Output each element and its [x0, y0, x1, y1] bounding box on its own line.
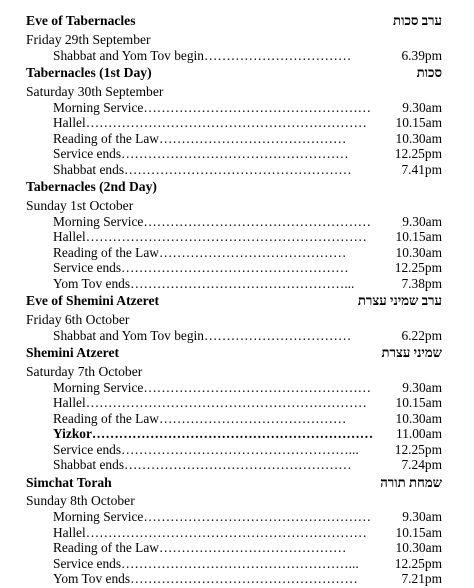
event-label: Hallel……………………………………………………… [53, 229, 367, 244]
event-time: 9.30am [402, 213, 442, 229]
schedule-row [26, 100, 442, 116]
event-label: Hallel……………………………………………………… [53, 524, 367, 540]
event-label: Reading of the Law…………………………………… [53, 540, 347, 555]
section-header [26, 473, 442, 493]
event-label: Yizkor……………………………………………………… [53, 426, 374, 441]
section-title: Simchat Torah [26, 474, 112, 490]
schedule-row [26, 442, 442, 458]
event-label: Shabbat ends…………………………………………… [53, 161, 352, 177]
schedule-row [26, 556, 442, 572]
schedule-row [26, 115, 442, 131]
event-time: 12.25pm [394, 555, 442, 571]
schedule-row [26, 328, 442, 344]
event-time: 10.30am [395, 244, 442, 260]
event-time: 12.25pm [394, 146, 442, 161]
schedule-row [26, 260, 442, 276]
event-time: 9.30am [402, 509, 442, 524]
section-tabernacles-1st-day [26, 63, 442, 177]
section-date: Saturday 30th September [26, 83, 164, 99]
event-label: Hallel……………………………………………………… [53, 115, 367, 130]
schedule-row [26, 229, 442, 245]
event-label: Yom Tov ends…………………………………………… [53, 571, 358, 586]
event-time: 10.15am [395, 115, 442, 130]
event-time: 7.41pm [401, 161, 442, 177]
event-label: Service ends…………………………………………… [53, 146, 349, 161]
schedule-row [26, 509, 442, 525]
service-schedule [26, 11, 442, 587]
schedule-row [26, 525, 442, 541]
event-time: 6.22pm [401, 327, 442, 343]
event-time: 12.25pm [394, 441, 442, 457]
event-label: Reading of the Law…………………………………… [53, 130, 347, 146]
event-label: Yom Tov ends…………………………………………... [53, 275, 355, 291]
event-label: Morning Service…………………………………………… [53, 509, 372, 524]
section-header [26, 63, 442, 83]
hebrew-title: סכות [416, 65, 442, 80]
section-title: Tabernacles (1st Day) [26, 65, 152, 80]
section-title: Shemini Atzeret [26, 345, 119, 360]
event-time: 11.00am [396, 426, 442, 441]
schedule-row [26, 457, 442, 473]
section-eve-of-shemini-atzeret [26, 291, 442, 343]
section-shemini-atzeret [26, 343, 442, 473]
event-time: 10.30am [395, 410, 442, 426]
section-date: Sunday 1st October [26, 197, 134, 213]
event-time: 10.30am [395, 540, 442, 555]
schedule-row [26, 245, 442, 261]
event-time: 10.15am [395, 524, 442, 540]
section-title: Eve of Tabernacles [26, 13, 136, 28]
event-label: Reading of the Law…………………………………… [53, 410, 347, 426]
event-time: 10.30am [395, 130, 442, 146]
event-time: 7.21pm [401, 571, 442, 586]
event-label: Service ends……………………………………………... [53, 441, 359, 457]
section-date: Friday 6th October [26, 311, 130, 327]
section-header [26, 11, 442, 31]
event-label: Hallel……………………………………………………… [53, 395, 367, 410]
event-label: Morning Service…………………………………………… [53, 99, 372, 115]
section-date: Friday 29th September [26, 31, 151, 47]
event-label: Shabbat and Yom Tov begin…………………………… [53, 327, 352, 343]
schedule-row [26, 411, 442, 427]
schedule-row [26, 395, 442, 411]
hebrew-title: ערב סכות [393, 13, 442, 28]
hebrew-title: שמחת תורה [380, 474, 442, 490]
section-eve-of-tabernacles [26, 11, 442, 63]
schedule-row [26, 276, 442, 292]
event-time: 9.30am [402, 99, 442, 115]
event-label: Service ends……………………………………………... [53, 555, 359, 571]
event-time: 7.38pm [401, 275, 442, 291]
section-title: Eve of Shemini Atzeret [26, 293, 160, 308]
section-header [26, 291, 442, 311]
section-header [26, 343, 442, 363]
schedule-row [26, 540, 442, 556]
event-time: 10.15am [395, 229, 442, 244]
section-date: Saturday 7th October [26, 363, 143, 379]
schedule-row [26, 131, 442, 147]
schedule-row [26, 48, 442, 64]
schedule-row [26, 571, 442, 587]
event-label: Shabbat ends…………………………………………… [53, 457, 352, 472]
schedule-row [26, 146, 442, 162]
hebrew-title: שמיני עצרת [381, 345, 442, 360]
event-label: Service ends…………………………………………… [53, 260, 349, 275]
event-label: Morning Service…………………………………………… [53, 213, 372, 229]
event-label: Shabbat and Yom Tov begin…………………………… [53, 47, 352, 63]
section-title: Tabernacles (2nd Day) [26, 179, 157, 194]
event-time: 7.24pm [401, 457, 442, 472]
schedule-row [26, 426, 442, 442]
section-date: Sunday 8th October [26, 493, 135, 508]
schedule-row [26, 380, 442, 396]
schedule-row [26, 214, 442, 230]
event-time: 10.15am [395, 395, 442, 410]
section-simchat-torah [26, 473, 442, 587]
event-time: 12.25pm [394, 260, 442, 275]
event-label: Reading of the Law…………………………………… [53, 244, 347, 260]
event-time: 9.30am [402, 379, 442, 395]
event-time: 6.39pm [401, 47, 442, 63]
hebrew-title: ערב שמיני עצרת [357, 293, 442, 308]
section-tabernacles-2nd-day [26, 177, 442, 291]
schedule-row [26, 162, 442, 178]
event-label: Morning Service…………………………………………… [53, 379, 372, 395]
section-header [26, 177, 442, 197]
